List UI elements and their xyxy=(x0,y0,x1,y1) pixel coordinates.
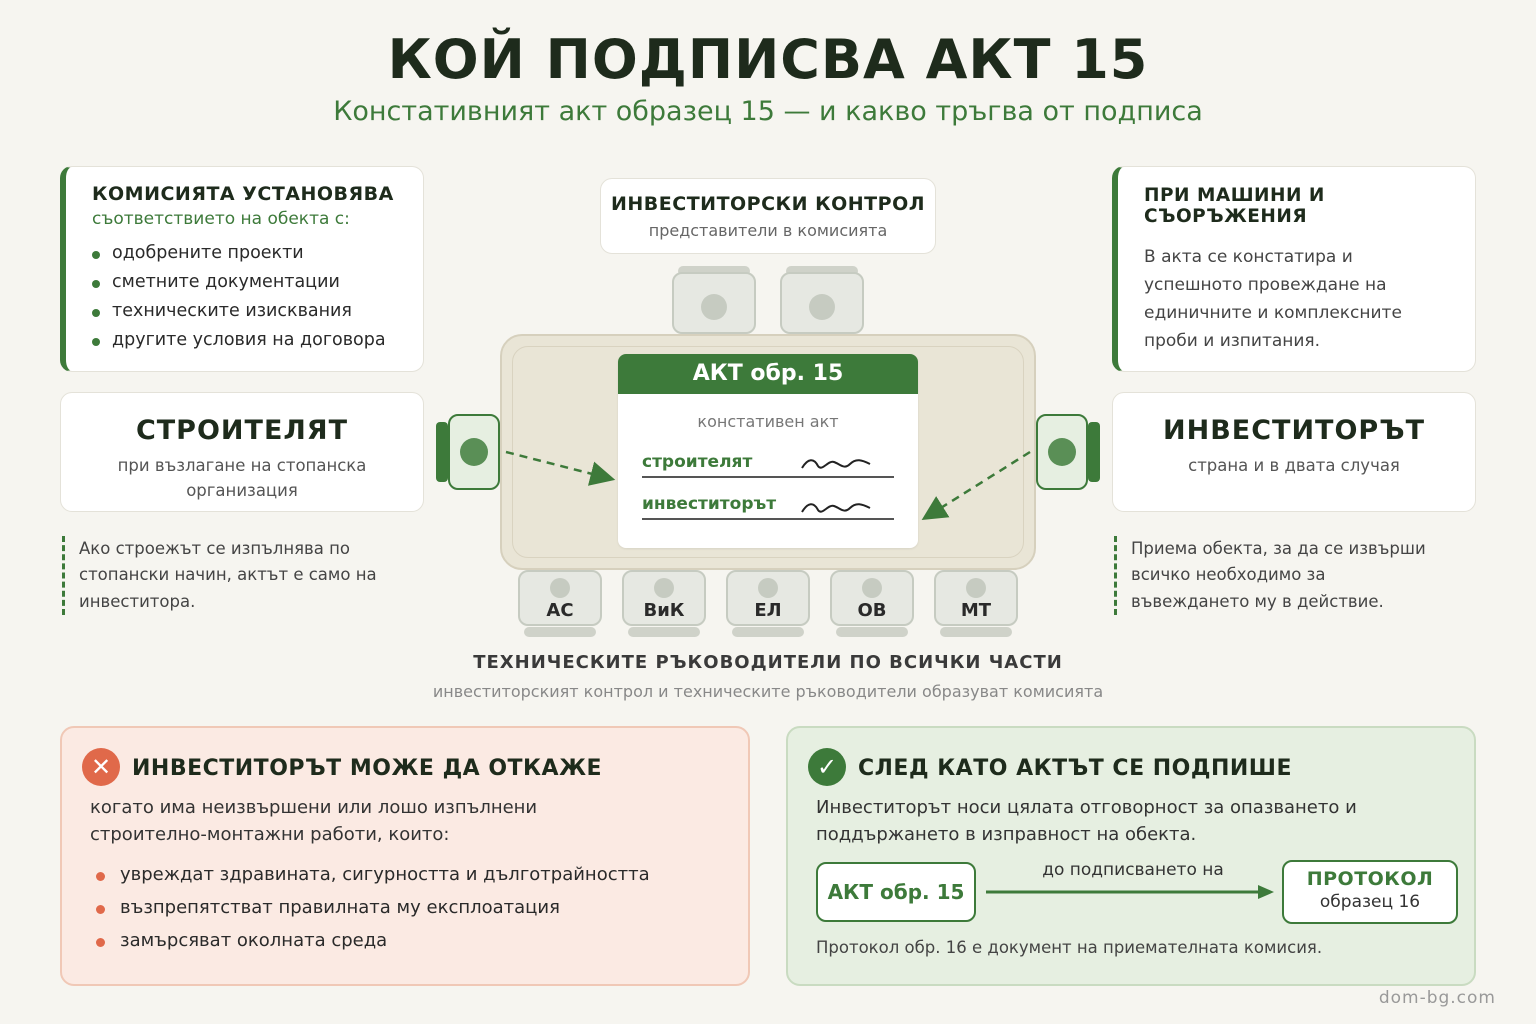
signature-scribble-icon xyxy=(800,454,872,474)
chair-backrest xyxy=(732,627,804,637)
check-icon: ✓ xyxy=(808,748,846,786)
refuse-panel xyxy=(60,726,750,986)
chair-backrest xyxy=(628,627,700,637)
page-subtitle: Констативният акт образец 15 — и какво тръгва от подписа xyxy=(333,96,1203,127)
list-item: другите условия на договора xyxy=(92,330,405,350)
flow-label: до подписването на xyxy=(1042,860,1224,880)
investor-arrow xyxy=(928,452,1030,516)
seat-dot xyxy=(654,578,674,598)
machines-text: В акта се констатира и успешното провеждане на единичните и комплексните проби и изпитания. xyxy=(1144,247,1402,352)
seat-mt xyxy=(934,570,1018,626)
refuse-list xyxy=(94,864,650,963)
investor-control-heading: ИНВЕСТИТОРСКИ КОНТРОЛ xyxy=(611,193,925,215)
page-title: КОЙ ПОДПИСВА АКТ 15 xyxy=(387,28,1149,91)
seat-vik xyxy=(622,570,706,626)
flow-from-box xyxy=(816,862,976,922)
seat-dot xyxy=(758,578,778,598)
investor-control-sub: представители в комисията xyxy=(648,221,888,240)
investor-note: Приема обекта, за да се извърши всичко необходимо за въвеждането му в действие. xyxy=(1114,536,1444,615)
signer-investor: инвеститорът xyxy=(642,494,777,514)
list-item: увреждат здравината, сигурността и дълготрайността xyxy=(94,864,650,885)
after-note: Протокол обр. 16 е документ на приемателната комисия. xyxy=(816,938,1323,957)
after-text: Инвеститорът носи цялата отговорност за опазването и поддържането в изправност на обекта. xyxy=(816,797,1357,845)
refuse-heading: ИНВЕСТИТОРЪТ МОЖЕ ДА ОТКАЖЕ xyxy=(132,756,603,781)
list-item: техническите изисквания xyxy=(92,301,405,321)
investor-sub: страна и в двата случая xyxy=(1188,456,1400,475)
refuse-text: когато има неизвършени или лошо изпълнени строително-монтажни работи, които: xyxy=(90,797,538,845)
flow-to-box xyxy=(1282,860,1458,924)
flow-to-title: ПРОТОКОЛ xyxy=(1306,868,1434,890)
tech-heading: ТЕХНИЧЕСКИТЕ РЪКОВОДИТЕЛИ ПО ВСИЧКИ ЧАСТИ xyxy=(473,652,1063,673)
signer-builder: строителят xyxy=(642,452,753,472)
builder-arrow xyxy=(506,452,608,478)
seat-el xyxy=(726,570,810,626)
act-title: АКТ обр. 15 xyxy=(618,354,918,394)
builder-note: Ако строежът се изпълнява по стопански начин, актът е само на инвеститора. xyxy=(62,536,402,615)
signature-scribble-icon xyxy=(800,498,872,518)
seat-label: ОВ xyxy=(857,600,887,621)
chair-backrest xyxy=(524,627,596,637)
commission-heading: КОМИСИЯТА УСТАНОВЯВА xyxy=(92,183,394,205)
flow-to-sub: образец 16 xyxy=(1319,892,1421,912)
after-panel xyxy=(786,726,1476,986)
seat-ov xyxy=(830,570,914,626)
flow-arrow-icon xyxy=(984,882,1276,902)
seat-dot xyxy=(550,578,570,598)
seat-label: ЕЛ xyxy=(754,600,782,621)
flow-from-label: АКТ обр. 15 xyxy=(827,880,965,904)
seat-dot xyxy=(966,578,986,598)
after-heading: СЛЕД КАТО АКТЪТ СЕ ПОДПИШЕ xyxy=(858,756,1292,781)
chair-backrest xyxy=(940,627,1012,637)
machines-heading: ПРИ МАШИНИ И СЪОРЪЖЕНИЯ xyxy=(1144,185,1325,227)
commission-subheading: съответствието на обекта с: xyxy=(92,209,350,229)
act-document xyxy=(618,354,918,548)
act-subtitle: констативен акт xyxy=(697,412,839,431)
list-item: замърсяват околната среда xyxy=(94,930,650,951)
site-watermark: dom-bg.com xyxy=(1378,988,1496,1008)
list-item: сметните документации xyxy=(92,272,405,292)
seat-label: ВиК xyxy=(643,600,685,621)
x-icon: ✕ xyxy=(82,748,120,786)
builder-sub: при възлагане на стопанска организация xyxy=(117,456,367,500)
chair-backrest xyxy=(836,627,908,637)
seat-label: АС xyxy=(546,600,574,621)
builder-heading: СТРОИТЕЛЯТ xyxy=(135,415,349,446)
investor-heading: ИНВЕСТИТОРЪТ xyxy=(1163,415,1425,446)
list-item: одобрените проекти xyxy=(92,243,405,263)
seat-as xyxy=(518,570,602,626)
seat-dot xyxy=(862,578,882,598)
seat-label: МТ xyxy=(960,600,992,621)
list-item: възпрепятстват правилната му експлоатация xyxy=(94,897,650,918)
tech-sub: инвеститорският контрол и техническите ръководители образуват комисията xyxy=(432,682,1104,701)
